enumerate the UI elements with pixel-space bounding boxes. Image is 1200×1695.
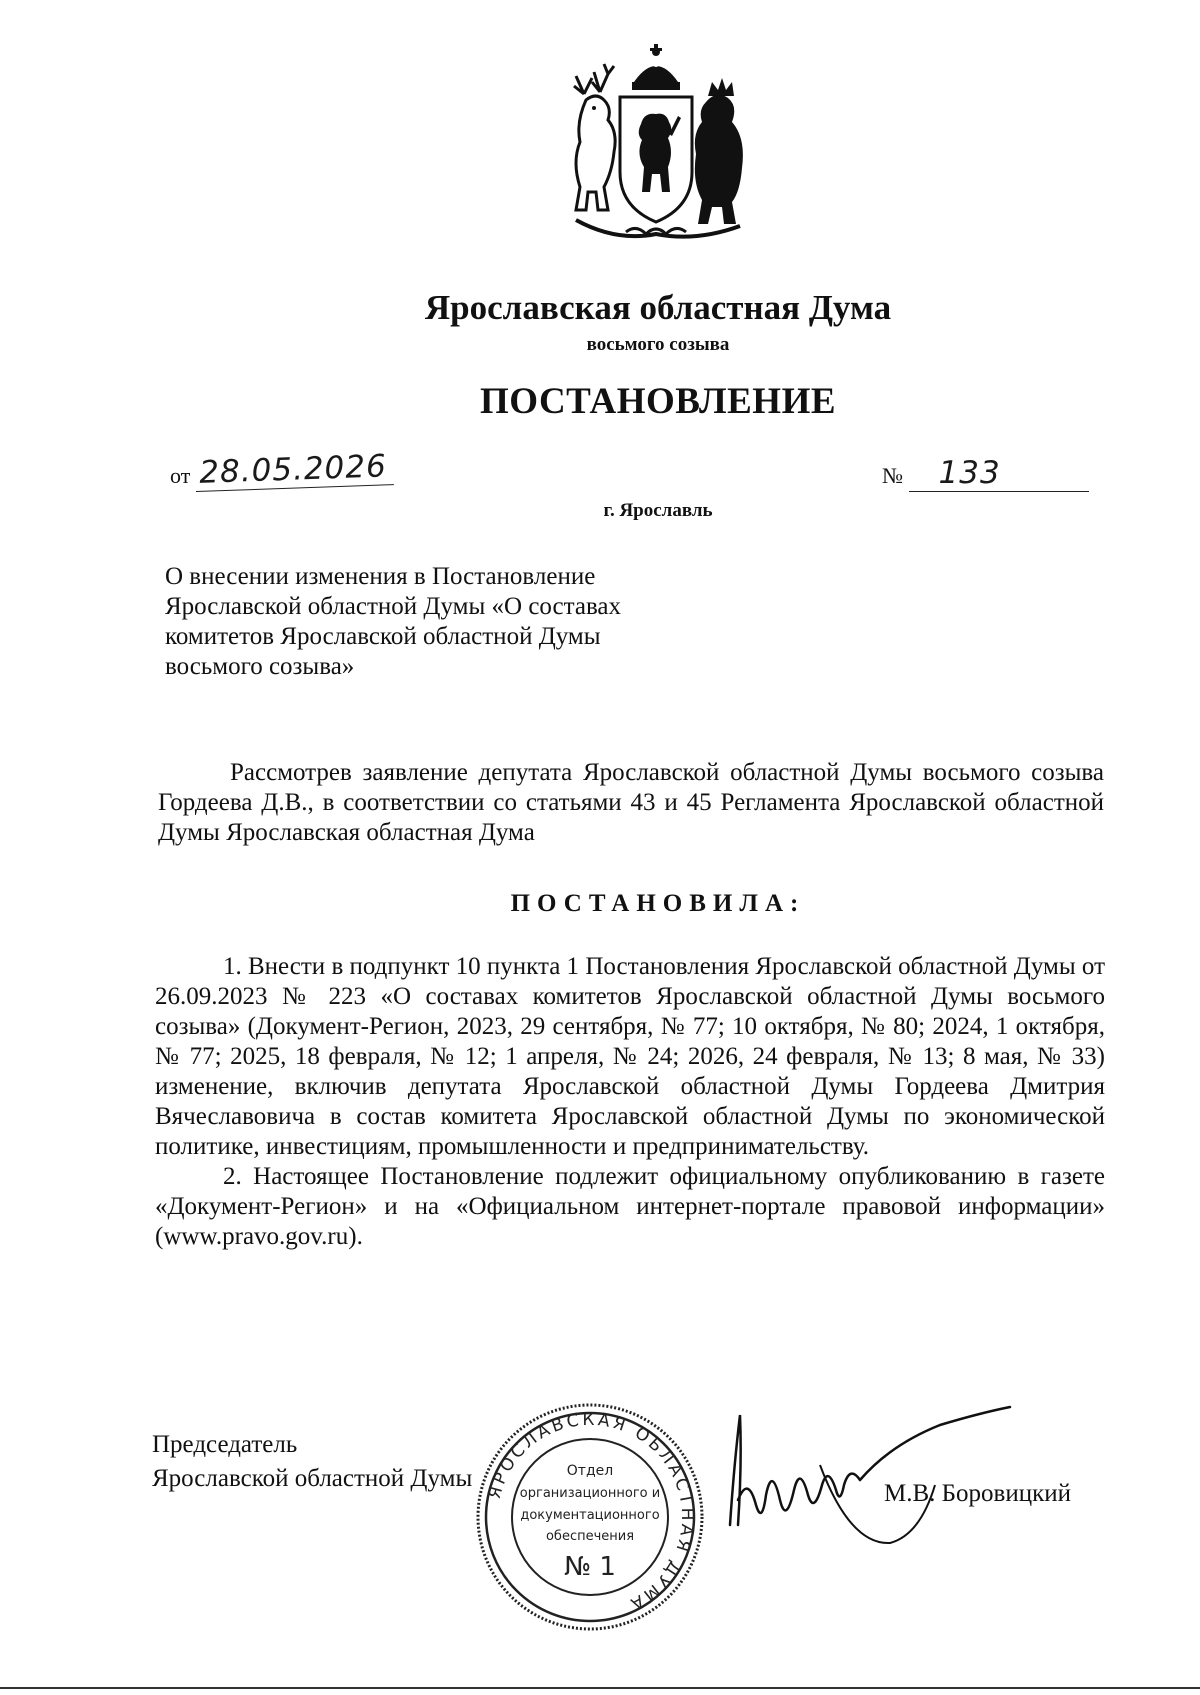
resolution-items: [155, 952, 1105, 1252]
number-value: 133: [909, 455, 1089, 492]
subject-line: О внесении изменения в Постановление: [165, 563, 596, 590]
stamp-line: документационного: [520, 1508, 660, 1523]
stamp-line: организационного и: [519, 1486, 661, 1501]
preamble-paragraph: Рассмотрев заявление депутата Ярославской областной Думы восьмого созыва Гордеева Д.В., в соответствии со статьями 43 и 45 Регламента Ярославской областной Думы Ярославская областная Дума: [158, 759, 1104, 846]
number-prefix: №: [882, 463, 903, 488]
stamp-number: № 1: [564, 1552, 616, 1582]
document-number: [882, 455, 1089, 492]
subject-line: Ярославской областной Думы «О составах: [165, 593, 622, 620]
position-line: Председатель: [152, 1431, 298, 1458]
document-type-heading: ПОСТАНОВЛЕНИЕ: [479, 381, 837, 422]
resolution-item-2: 2. Настоящее Постановление подлежит официальному опубликованию в газете «Документ-Регион» и на «Официальном интернет-портале правовой информации» (www.pravo.gov.ru).: [155, 1163, 1105, 1250]
signatory-position: [152, 1428, 472, 1496]
handwritten-signature: [690, 1405, 1020, 1545]
document-subject: [165, 562, 725, 682]
date-value: 28.05.2026: [195, 448, 394, 492]
convocation-subtitle: восьмого созыва: [586, 334, 730, 355]
coat-of-arms-icon: [556, 42, 756, 247]
page-bottom-rule: [0, 1687, 1200, 1689]
stamp-ring-text: ЯРОСЛАВСКАЯ ОБЛАСТНАЯ ДУМА: [484, 1409, 698, 1615]
city-label: г. Ярославль: [603, 500, 713, 521]
date-prefix: от: [170, 463, 191, 488]
document-date: [170, 448, 394, 492]
stamp-line: обеспечения: [545, 1529, 635, 1544]
stamp-line: Отдел: [566, 1463, 614, 1479]
resolution-item-1: 1. Внести в подпункт 10 пункта 1 Постановления Ярославской областной Думы от 26.09.2023 № 223 «О составах комитетов Ярославской областной Думы восьмого созыва» (Документ-Регион, 2023, 29 сентября, № 77; 10 октября, № 80; 2024, 1 октября, № 77; 2025, 18 февраля, № 12; 1 апреля, № 24; 2026, 24 февраля, № 13; 8 мая, № 33) изменение, включив депутата Ярославской областной Думы Гордеева Дмитрия Вячеславовича в состав комитета Ярославской областной Думы по экономической политике, инвестициям, промышленности и предпринимательству.: [155, 953, 1105, 1160]
subject-line: комитетов Ярославской областной Думы: [165, 623, 601, 650]
subject-line: восьмого созыва»: [165, 653, 355, 680]
organization-title: Ярославская областная Дума: [424, 288, 892, 327]
signatory-name: М.В. Боровицкий: [884, 1480, 1071, 1507]
decided-heading: ПОСТАНОВИЛА:: [510, 890, 806, 917]
official-stamp: [470, 1397, 710, 1637]
position-line: Ярославской областной Думы: [152, 1465, 473, 1492]
